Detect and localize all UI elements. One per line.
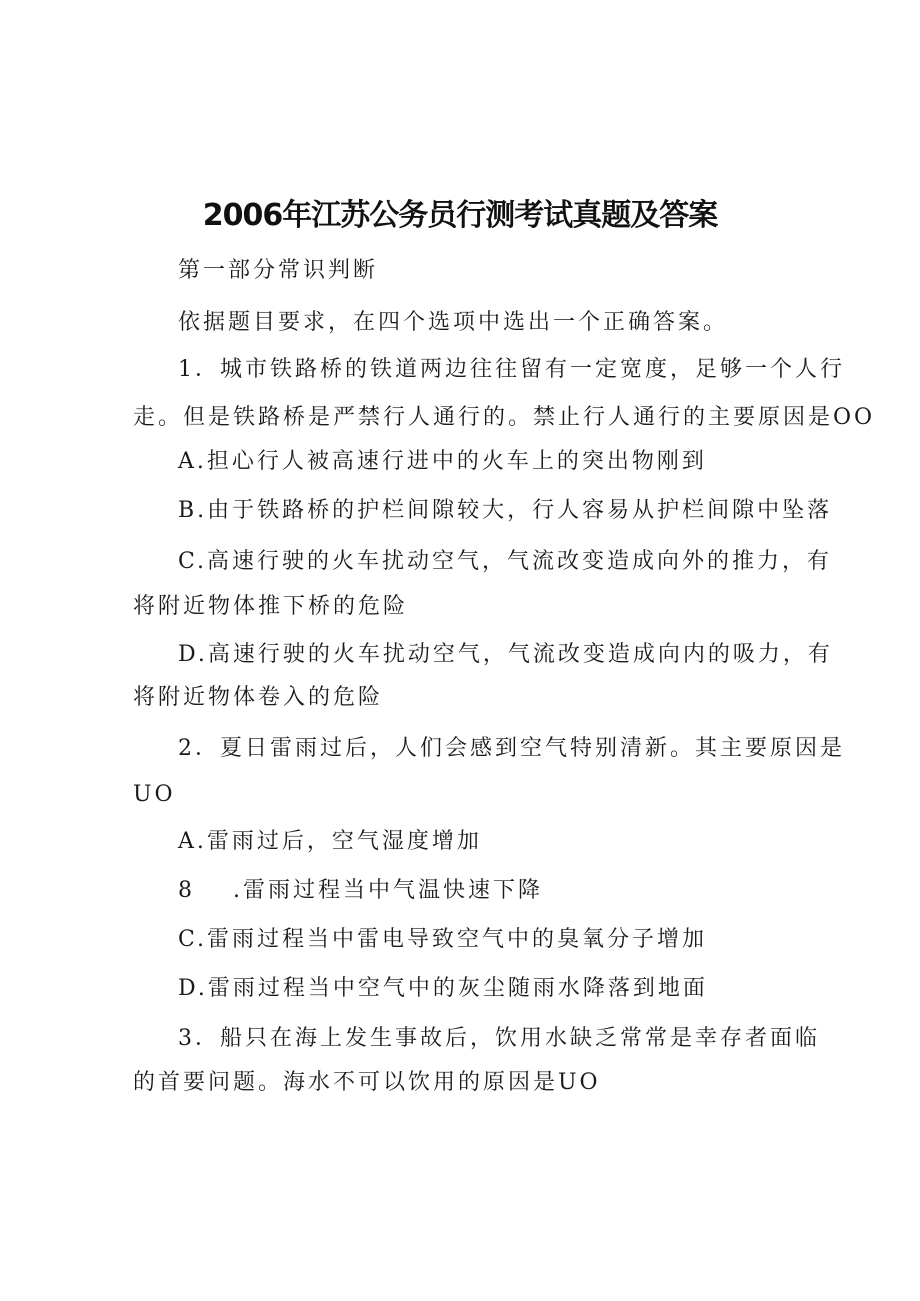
question-1-option-c-line1: C.高速行驶的火车扰动空气，气流改变造成向外的推力，有 (178, 549, 833, 574)
question-1-option-d-line1: D.高速行驶的火车扰动空气，气流改变造成向内的吸力，有 (178, 642, 833, 667)
question-1-option-b: B.由于铁路桥的护栏间隙较大，行人容易从护栏间隙中坠落 (178, 498, 833, 523)
question-1-option-d-line2: 将附近物体卷入的危险 (133, 685, 384, 710)
question-3-stem-line1: 3．船只在海上发生事故后，饮用水缺乏常常是幸存者面临 (178, 1026, 820, 1051)
question-3-stem-line2: 的首要问题。海水不可以饮用的原因是UO (133, 1070, 601, 1095)
question-2-option-b-text: .雷雨过程当中气温快速下降 (233, 878, 543, 903)
question-2-option-b-number: 8 (178, 878, 195, 903)
question-2-option-c: C.雷雨过程当中雷电导致空气中的臭氧分子增加 (178, 927, 708, 952)
question-2-stem-line2: UO (133, 782, 176, 807)
question-1-stem-line1: 1．城市铁路桥的铁道两边往往留有一定宽度，足够一个人行 (178, 357, 845, 382)
section-heading: 第一部分常识判断 (178, 258, 379, 283)
document-title: 2006年江苏公务员行测考试真题及答案 (202, 198, 718, 233)
question-2-option-a: A.雷雨过后，空气湿度增加 (178, 829, 482, 854)
question-2-stem-line1: 2．夏日雷雨过后，人们会感到空气特别清新。其主要原因是 (178, 736, 845, 761)
instruction-text: 依据题目要求，在四个选项中选出一个正确答案。 (178, 310, 729, 335)
question-1-option-c-line2: 将附近物体推下桥的危险 (133, 594, 409, 619)
question-1-option-a: A.担心行人被高速行进中的火车上的突出物刚到 (178, 449, 707, 474)
question-2-option-d: D.雷雨过程当中空气中的灰尘随雨水降落到地面 (178, 976, 708, 1001)
question-1-stem-line2: 走。但是铁路桥是严禁行人通行的。禁止行人通行的主要原因是OO (133, 405, 876, 430)
